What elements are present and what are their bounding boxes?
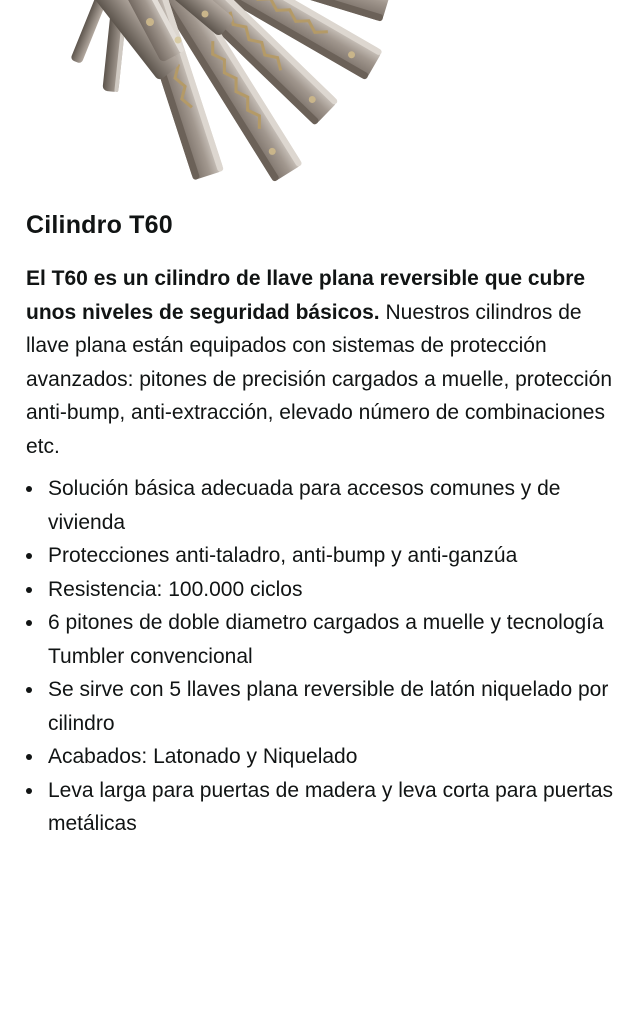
feature-list	[26, 472, 616, 841]
keys-fan-photo-illustration	[0, 0, 640, 182]
intro-bold-text: El T60 es un cilindro de llave plana reversible que cubre unos niveles de seguridad básicos.	[26, 267, 586, 324]
product-title: Cilindro T60	[26, 211, 173, 239]
feature-item: • 6 pitones de doble diametro cargados a muelle y tecnología Tumbler convencional	[45, 606, 616, 673]
feature-item: • Solución básica adecuada para accesos comunes y de vivienda	[45, 472, 616, 539]
feature-item: • Resistencia: 100.000 ciclos	[45, 573, 616, 607]
feature-item: • Se sirve con 5 llaves plana reversible de latón niquelado por cilindro	[45, 673, 616, 740]
feature-item: • Protecciones anti-taladro, anti-bump y anti-ganzúa	[45, 539, 616, 573]
product-photo	[0, 0, 640, 182]
intro-regular-text: Nuestros cilindros de llave plana están equipados con sistemas de protección avanzados: pitones de precisión cargados a muelle, protección anti-bump, anti-extracción, elevado número de combinaciones etc.	[26, 300, 613, 458]
feature-item: • Acabados: Latonado y Niquelado	[45, 740, 616, 774]
feature-item: • Leva larga para puertas de madera y leva corta para puertas metálicas	[45, 774, 616, 841]
description-section	[0, 210, 640, 841]
product-intro-paragraph	[26, 262, 616, 463]
